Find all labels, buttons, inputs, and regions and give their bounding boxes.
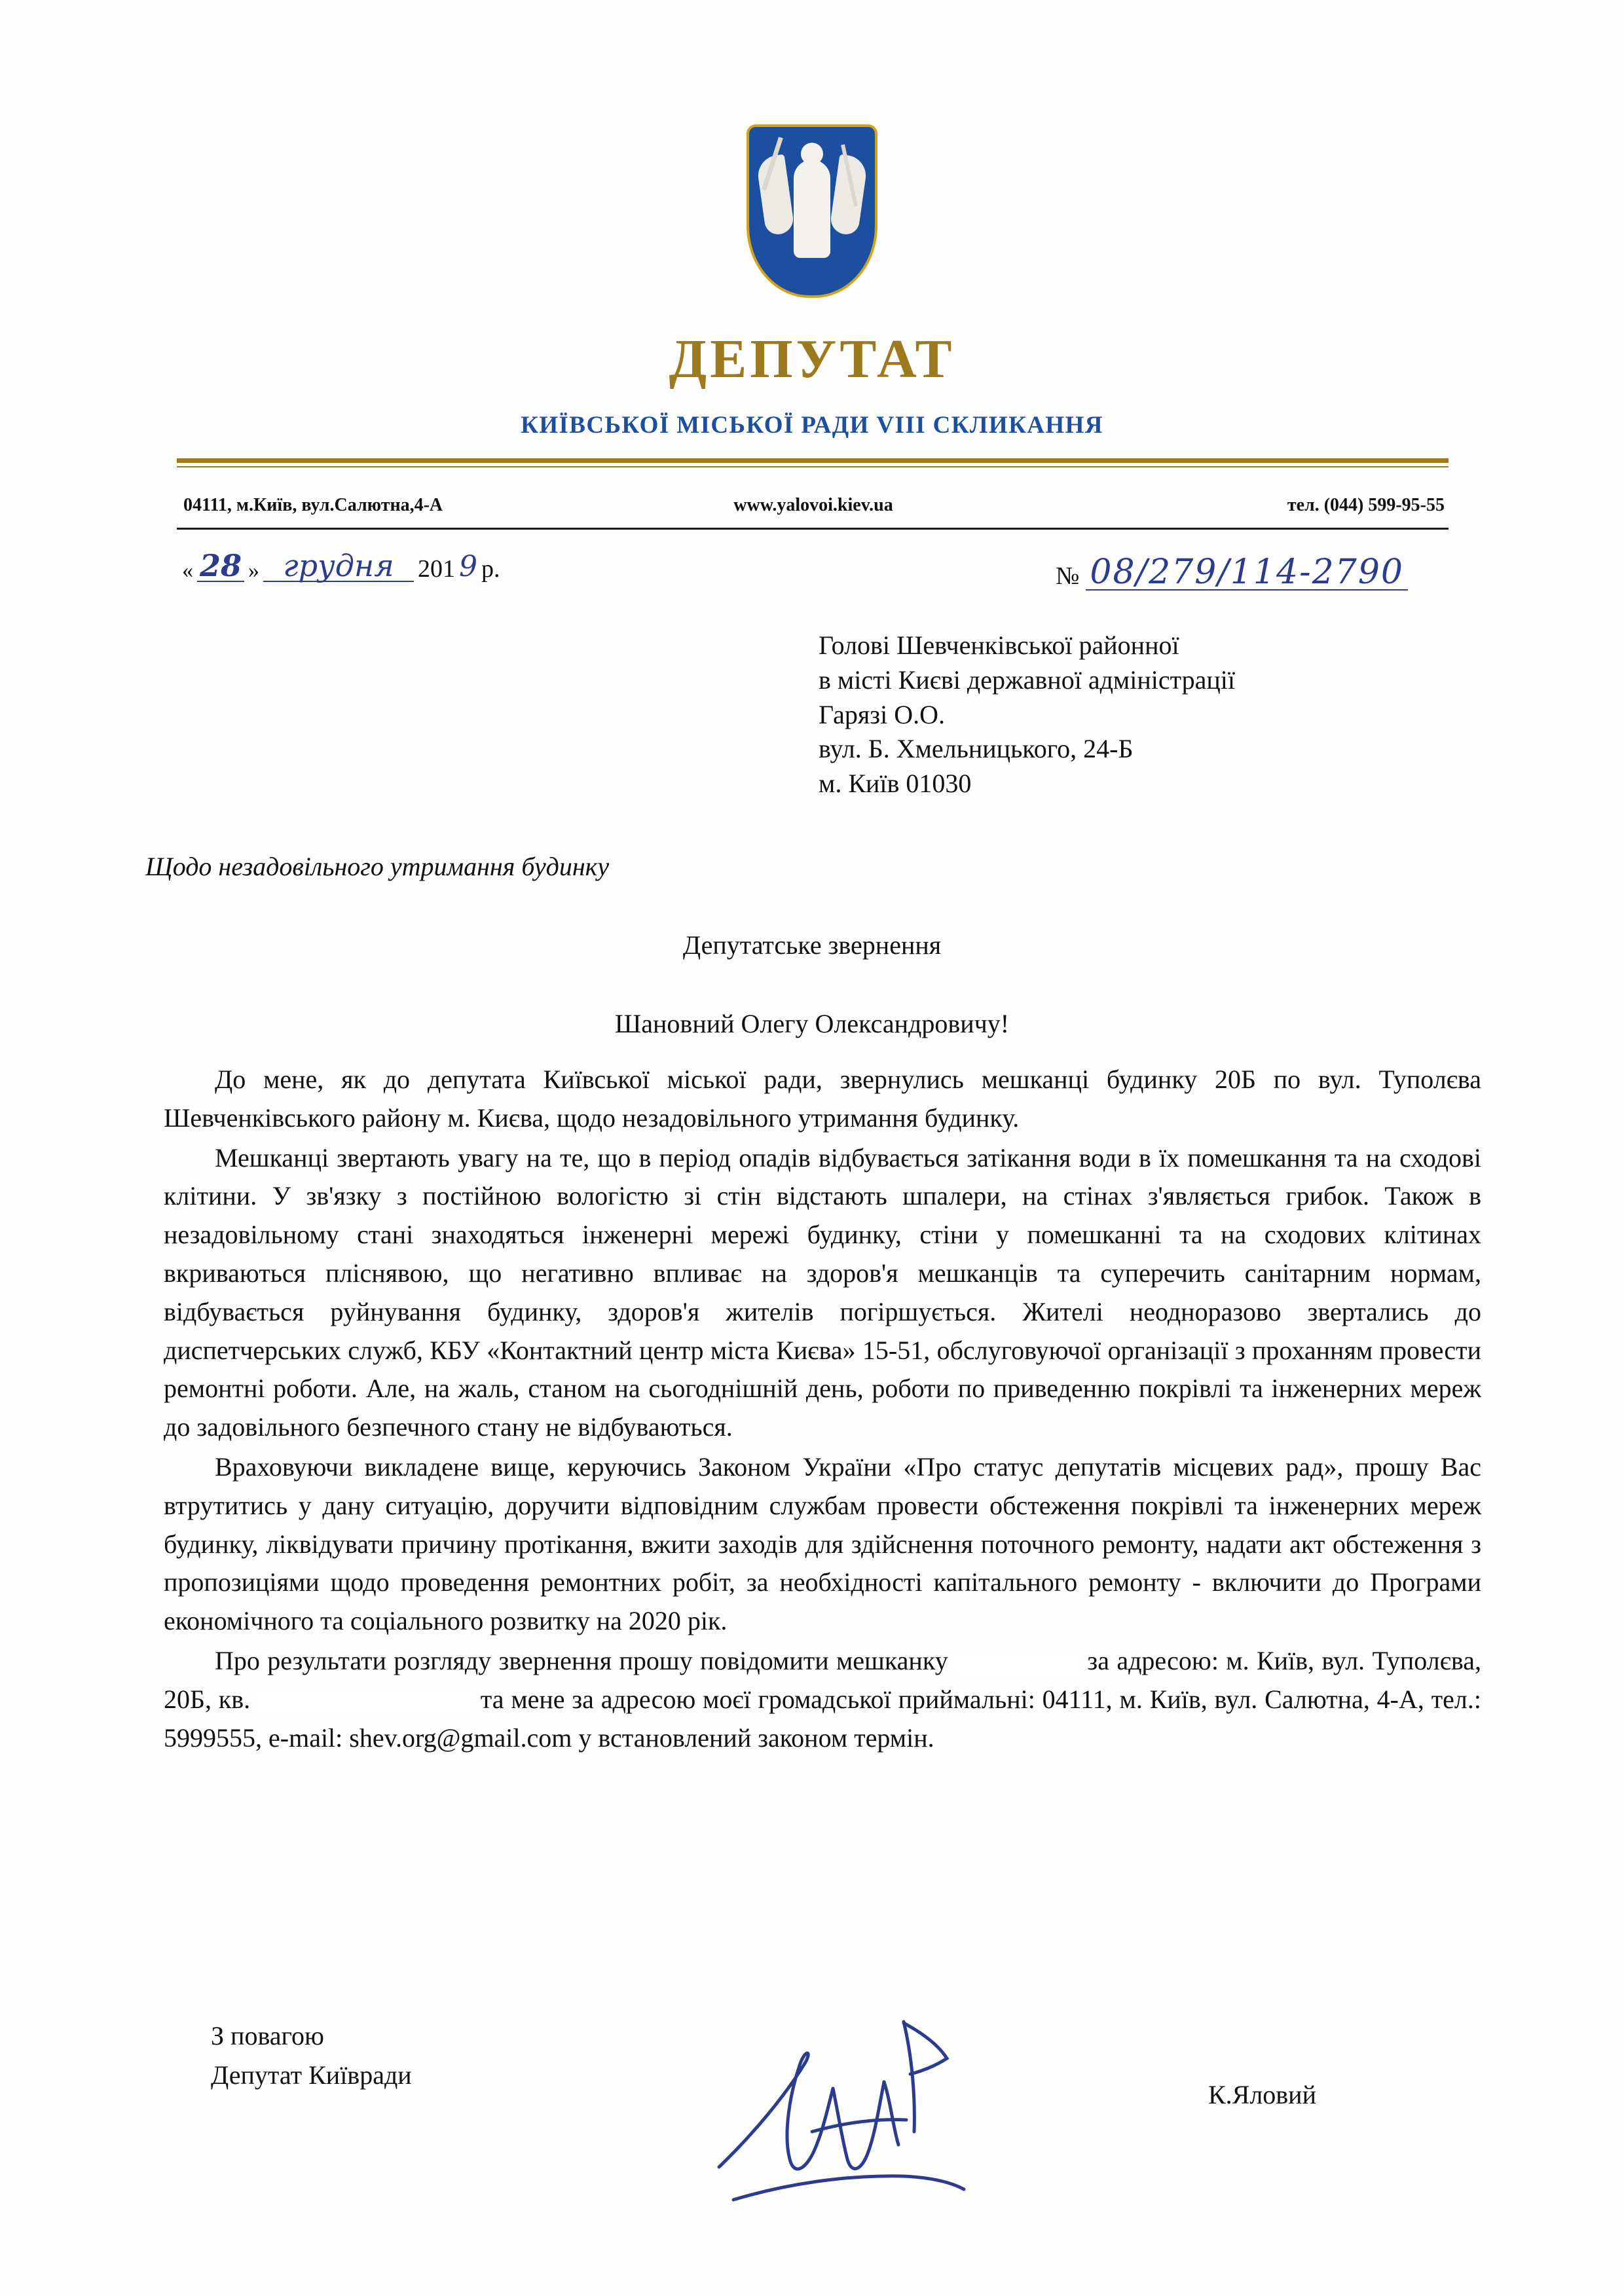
addressee-line: м. Київ 01030 bbox=[819, 769, 972, 799]
quote-open: « bbox=[182, 558, 193, 583]
page-title: ДЕПУТАТ bbox=[669, 329, 955, 390]
date-day-handwritten: 28 bbox=[197, 551, 244, 582]
signature-closing: З повагою bbox=[211, 2021, 324, 2050]
appeal-heading-text: Депутатське звернення bbox=[682, 930, 942, 960]
divider-under-contacts bbox=[177, 528, 1449, 530]
paragraph-final bbox=[164, 1642, 1481, 1757]
quote-close: » bbox=[248, 558, 260, 583]
signature-position: Депутат Київради bbox=[211, 2060, 412, 2090]
paragraph: Враховуючи викладене вище, керуючись Законом України «Про статус депутатів місцевих рад», прошу Вас втрутитись у дану ситуацію, доручити відповідним службам провести обстеження покрівлі та інженерних мереж будинку, ліквідувати причину протікання, вжити заходів для здійснення поточного ремонту, надати акт обстеження з пропозиціями щодо проведення ремонтних робіт, за необхідності капітального ремонту - включити до Програми економічного та соціального розвитку на 2020 рік. bbox=[164, 1451, 1481, 1636]
emblem-container bbox=[0, 124, 1624, 298]
addressee-line: в місті Києві державної адміністрації bbox=[819, 665, 1235, 695]
contact-website: www.yalovoi.kiev.ua bbox=[733, 495, 893, 515]
year-prefix: 201 bbox=[418, 555, 456, 583]
year-suffix: р. bbox=[481, 555, 500, 583]
final-part-3: та мене за адресою моєї громадської приймальні: 04111, м. Київ, вул. Салютна, 4-А, тел.: 5999555, e-mail: shev.org@gmail.com у встановлений законом термін. bbox=[164, 1684, 1482, 1753]
redacted-name-block bbox=[955, 1652, 1080, 1675]
final-part-2: за адресою: м. Київ, вул. Туполєва, 20Б, кв. bbox=[164, 1645, 1482, 1714]
handwritten-signature-icon bbox=[707, 2003, 982, 2226]
number-label: № bbox=[1056, 562, 1080, 590]
redacted-apartment-block bbox=[257, 1691, 473, 1713]
addressee-block bbox=[819, 629, 1235, 801]
letter-body bbox=[164, 1061, 1481, 1758]
divider-thin bbox=[177, 466, 1449, 467]
header-contacts bbox=[178, 495, 1449, 524]
year-digit-handwritten: 9 bbox=[459, 550, 478, 583]
signature-block bbox=[211, 2016, 412, 2095]
kyiv-coat-of-arms-icon bbox=[747, 124, 877, 298]
appeal-heading bbox=[0, 930, 1624, 960]
subject-line: Щодо незадовільного утримання будинку bbox=[145, 852, 610, 881]
addressee-line: вул. Б. Хмельницького, 24-Б bbox=[819, 734, 1134, 764]
page-subtitle: КИЇВСЬКОЇ МІСЬКОЇ РАДИ VIII СКЛИКАННЯ bbox=[521, 412, 1103, 439]
angel-head bbox=[801, 143, 823, 165]
contact-phone: тел. (044) 599-95-55 bbox=[1287, 495, 1445, 515]
final-part-1: Про результати розгляду звернення прошу повідомити мешканку bbox=[215, 1645, 948, 1675]
addressee-line: Голові Шевченківської районної bbox=[819, 630, 1179, 660]
date-line bbox=[182, 550, 500, 583]
addressee-line: Гарязі О.О. bbox=[819, 699, 945, 729]
signature-name: К.Яловий bbox=[1208, 2080, 1316, 2109]
divider-thick bbox=[177, 458, 1449, 463]
salutation bbox=[0, 1008, 1624, 1039]
salutation-text: Шановний Олегу Олександровичу! bbox=[614, 1009, 1010, 1038]
date-month-handwritten: грудня bbox=[263, 551, 414, 582]
contact-address: 04111, м.Київ, вул.Салютна,4-А bbox=[183, 495, 443, 515]
registration-number-line bbox=[1056, 555, 1408, 591]
paragraph: До мене, як до депутата Київської міської ради, звернулись мешканці будинку 20Б по вул. Туполєва Шевченківського району м. Києва, щодо незадовільного утримання будинку. bbox=[164, 1065, 1481, 1133]
angel-body bbox=[794, 160, 830, 258]
paragraph: Мешканці звертають увагу на те, що в період опадів відбувається затікання води в їх помешкання та на сходові клітини. У зв'язку з постійною вологістю зі стін відстають шпалери, на стінах з'являється грибок. Також в незадовільному стані знаходяться інженерні мережі будинку, стіни у помешканні та на сходових клітинах вкриваються пліснявою, що негативно впливає на здоров'я мешканців та суперечить санітарним нормам, відбувається руйнування будинку, здоров'я жителів погіршується. Жителі неодноразово звертались до диспетчерських служб, КБУ «Контактний центр міста Києва» 15-51, обслуговуючої організації з проханням провести ремонтні роботи. Але, на жаль, станом на сьогоднішній день, роботи по приведенню покрівлі та інженерних мереж до задовільного безпечного стану не відбуваються. bbox=[164, 1142, 1481, 1442]
registration-number-handwritten: 08/279/114-2790 bbox=[1086, 555, 1408, 591]
